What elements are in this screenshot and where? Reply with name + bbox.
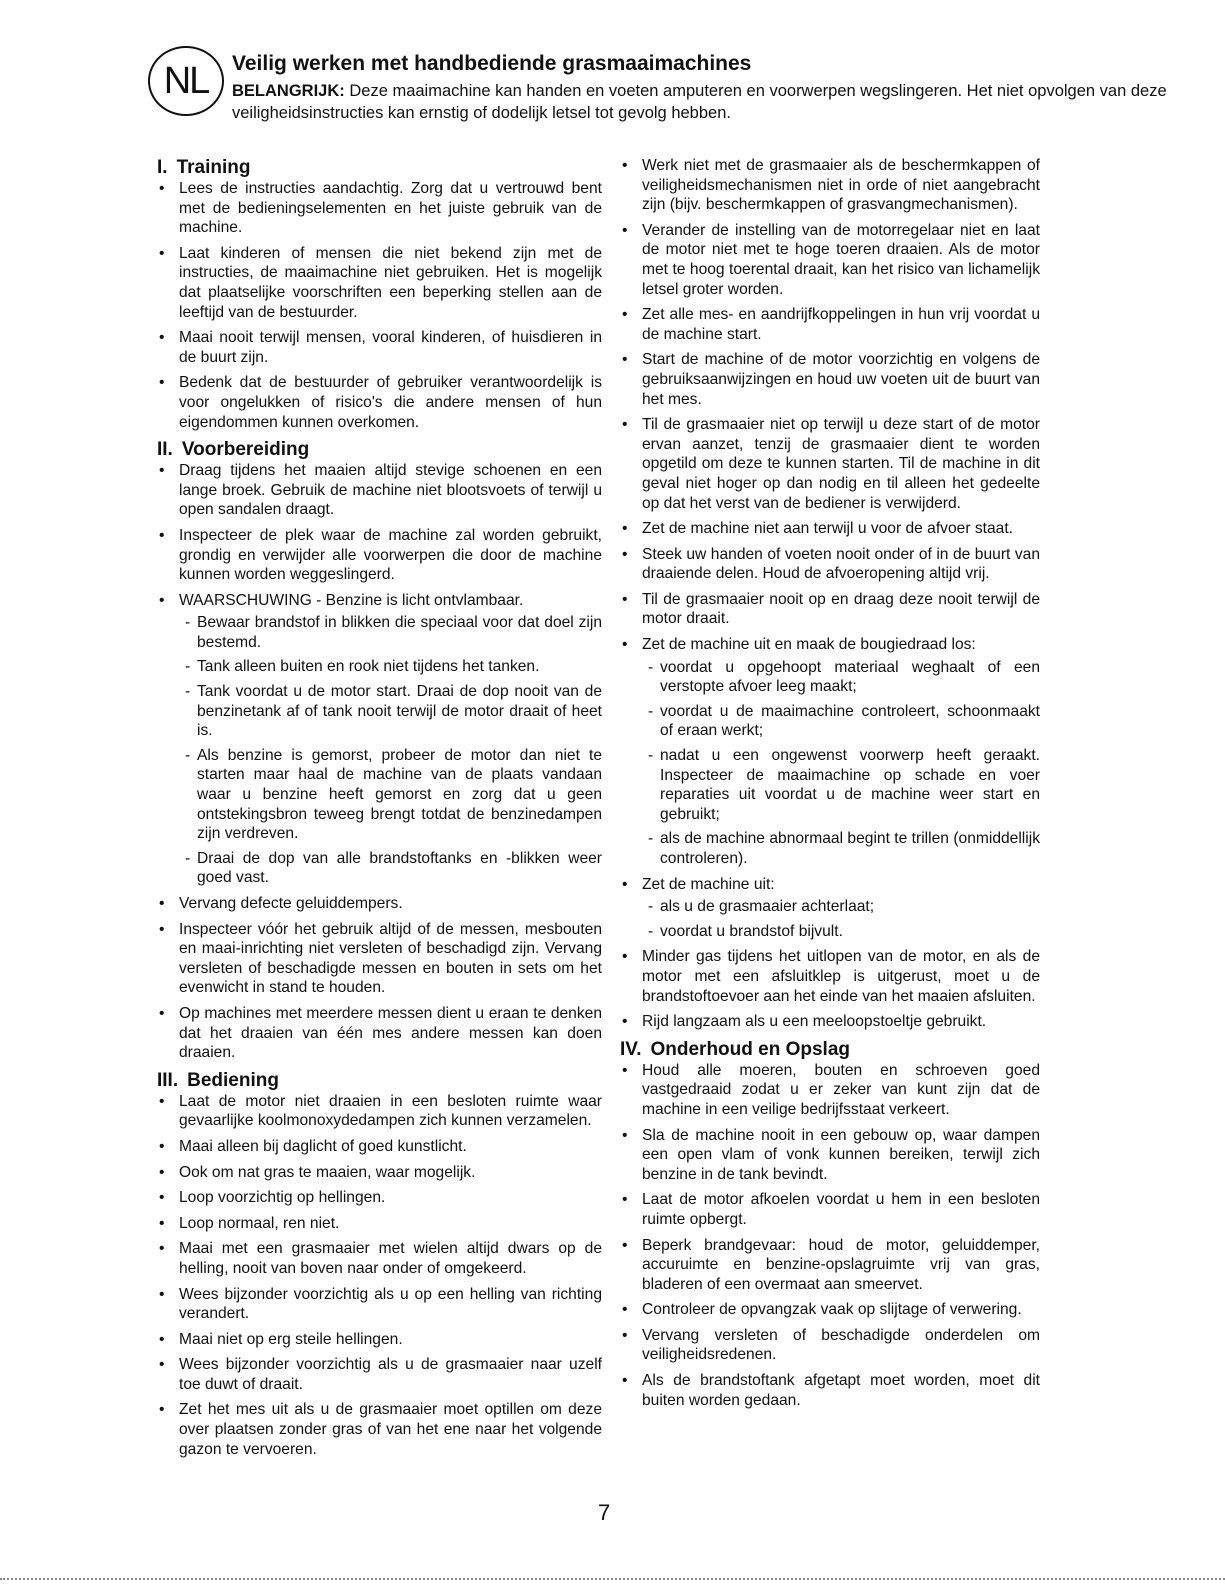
list-item: • Inspecteer vóór het gebruik altijd of de messen, mesbouten en maai-inrichting niet versleten of beschadigd zijn. Vervang versleten of beschadigde messen en bouten in sets om het evenwicht in stand te houden. [157,920,602,998]
safety-warning [232,81,1202,124]
warning-label: BELANGRIJK: [232,82,345,100]
off-sublist [642,897,1040,941]
list-item: • Inspecteer de plek waar de machine zal worden gebruikt, grondig en verwijder alle voorwerpen die door de machine kunnen worden weggeslingerd. [157,526,602,585]
language-badge: NL [148,46,224,116]
list-item: • WAARSCHUWING - Benzine is licht ontvlambaar. - Bewaar brandstof in blikken die speciaal voor dat doel zijn bestemd. - Tank alleen buiten en rook niet tijdens het tanken. - Tank voordat u de motor start. Draai de dop nooit van de benzinetank af of tank nooit terwijl de motor draait of heet is. - Als benzine is gemorst, probeer de motor dan niet te starten maar haal de machine van de plaats vandaan waar u benzine heeft gemorst en zorg dat u geen ontstekingsbron teweeg brengt totdat de benzinedampen zijn verdreven. - Draai de dop van alle brandstoftanks en -blikken weer goed vast. [157,591,602,888]
page-number: 7 [598,1500,611,1525]
sub-item: - als u de grasmaaier achterlaat; [642,897,1040,917]
list-item: • Zet de machine niet aan terwijl u voor de afvoer staat. [620,519,1040,539]
list-item: • Wees bijzonder voorzichtig als u de grasmaaier naar uzelf toe duwt of draait. [157,1355,602,1394]
list-item: • Zet alle mes- en aandrijfkoppelingen in hun vrij voordat u de machine start. [620,305,1040,344]
page-divider [0,1578,1225,1580]
list-item: • Til de grasmaaier nooit op en draag deze nooit terwijl de motor draait. [620,590,1040,629]
list-item: • Til de grasmaaier niet op terwijl u deze start of de motor ervan aanzet, tenzij de grasmaaier dient te worden opgetild om deze te kunnen starten. Til de machine in dit geval niet hoger op dan nodig en til alleen het gedeelte op dat het verst van de bediener is verwijderd. [620,415,1040,513]
list-item: • Als de brandstoftank afgetapt moet worden, moet dit buiten worden gedaan. [620,1371,1040,1410]
list-item: • Maai nooit terwijl mensen, vooral kinderen, of huisdieren in de buurt zijn. [157,328,602,367]
sub-item: - voordat u de maaimachine controleert, schoonmaakt of eraan werkt; [642,702,1040,741]
section-heading: II. Voorbereiding [157,439,310,461]
list-item: • Loop normaal, ren niet. [157,1214,602,1234]
maintenance-list [620,1061,1040,1411]
section-heading: I. Training [157,157,251,178]
sub-item: - voordat u opgehoopt materiaal weghaalt of een verstopte afvoer leeg maakt; [642,658,1040,697]
training-list [157,179,602,432]
list-item: • Verander de instelling van de motorregelaar niet en laat de motor niet met te hoge toeren draaien. Als de motor met te hoog toerental draait, kan het risico van lichamelijk letsel groter worden. [620,221,1040,299]
list-item: • Laat de motor afkoelen voordat u hem in een besloten ruimte opbergt. [620,1190,1040,1229]
list-item: • Wees bijzonder voorzichtig als u op een helling van richting verandert. [157,1285,602,1324]
list-item: • Maai met een grasmaaier met wielen altijd dwars op de helling, nooit van boven naar onder of omgekeerd. [157,1239,602,1278]
list-item: • Vervang versleten of beschadigde onderdelen om veiligheidsredenen. [620,1326,1040,1365]
sub-item: - nadat u een ongewenst voorwerp heeft geraakt. Inspecteer de maaimachine op schade en voer reparaties uit voordat u de machine weer start en gebruikt; [642,746,1040,824]
list-item: • Vervang defecte geluiddempers. [157,894,602,914]
operation-list-continued [620,156,1040,1032]
list-item: • Laat de motor niet draaien in een besloten ruimte waar gevaarlijke koolmonoxydedampen zich kunnen verzamelen. [157,1092,602,1131]
list-item: • Draag tijdens het maaien altijd stevige schoenen en een lange broek. Gebruik de machine niet blootsvoets of terwijl u open sandalen draagt. [157,461,602,520]
list-item: • Op machines met meerdere messen dient u eraan te denken dat het draaien van één mes andere messen kan doen draaien. [157,1004,602,1063]
list-item: • Sla de machine nooit in een gebouw op, waar dampen een open vlam of vonk kunnen bereiken, terwijl zich benzine in de tank bevindt. [620,1126,1040,1185]
list-item: • Beperk brandgevaar: houd de motor, geluiddemper, accuruimte en benzine-opslagruimte vrij van gras, bladeren of een overmaat aan smeervet. [620,1236,1040,1295]
list-item: • Minder gas tijdens het uitlopen van de motor, en als de motor met een afsluitklep is uitgerust, moet u de brandstoftoevoer aan het einde van het maaien afsluiten. [620,947,1040,1006]
sub-item: - Tank alleen buiten en rook niet tijdens het tanken. [179,657,602,677]
sub-item: - Draai de dop van alle brandstoftanks en -blikken weer goed vast. [179,849,602,888]
list-item: • Lees de instructies aandachtig. Zorg dat u vertrouwd bent met de bedieningselementen en het juiste gebruik van de machine. [157,179,602,238]
list-item: • Werk niet met de grasmaaier als de beschermkappen of veiligheidsmechanismen niet in orde of niet aangebracht zijn (bijv. beschermkappen of grasvangmechanismen). [620,156,1040,215]
section-heading: III. Bediening [157,1069,279,1091]
right-column [620,156,1040,1416]
list-item: • Zet de machine uit en maak de bougiedraad los: - voordat u opgehoopt materiaal weghaalt of een verstopte afvoer leeg maakt; - voordat u de maaimachine controleert, schoonmaakt of eraan werkt; - nadat u een ongewenst voorwerp heeft geraakt. Inspecteer de maaimachine op schade en voer reparaties uit voordat u de machine weer start en gebruikt; - als de machine abnormaal begint te trillen (onmiddellijk controleren). [620,635,1040,869]
list-item: • Bedenk dat de bestuurder of gebruiker verantwoordelijk is voor ongelukken of risico's die andere mensen of hun eigendommen kunnen overkomen. [157,373,602,432]
list-item: • Maai niet op erg steile hellingen. [157,1330,602,1350]
page-header [148,34,1208,124]
list-item: • Loop voorzichtig op hellingen. [157,1188,602,1208]
list-item: • Maai alleen bij daglicht of goed kunstlicht. [157,1137,602,1157]
list-item: • Zet het mes uit als u de grasmaaier moet optillen om deze over plaatsen zonder gras of van het ene naar het volgende gazon te vervoeren. [157,1400,602,1459]
list-item: • Ook om nat gras te maaien, waar mogelijk. [157,1163,602,1183]
sub-item: - Bewaar brandstof in blikken die speciaal voor dat doel zijn bestemd. [179,613,602,652]
list-item: • Laat kinderen of mensen die niet bekend zijn met de instructies, de maaimachine niet gebruiken. Het is mogelijk dat plaatselijke voorschriften een beperking stellen aan de leeftijd van de bestuurder. [157,244,602,322]
preparation-list [157,461,602,1063]
section-heading: IV. Onderhoud en Opslag [620,1038,851,1060]
stop-sublist [642,658,1040,869]
sub-item: - Als benzine is gemorst, probeer de motor dan niet te starten maar haal de machine van de plaats vandaan waar u benzine heeft gemorst en zorg dat u geen ontstekingsbron teweeg brengt totdat de benzinedampen zijn verdreven. [179,746,602,844]
operation-list [157,1092,602,1460]
left-column [157,156,602,1465]
list-item: • Rijd langzaam als u een meeloopstoeltje gebruikt. [620,1012,1040,1032]
list-item: • Zet de machine uit: - als u de grasmaaier achterlaat; - voordat u brandstof bijvult. [620,875,1040,942]
page-title: Veilig werken met handbediende grasmaaimachines [232,52,752,75]
sub-item: - als de machine abnormaal begint te trillen (onmiddellijk controleren). [642,829,1040,868]
warning-text: Deze maaimachine kan handen en voeten amputeren en voorwerpen wegslingeren. Het niet opvolgen van deze veiligheidsinstructies kan ernstig of dodelijk letsel tot gevolg hebben. [232,82,1167,122]
sub-item: - voordat u brandstof bijvult. [642,922,1040,942]
list-item: • Houd alle moeren, bouten en schroeven goed vastgedraaid zodat u er zeker van kunt zijn dat de machine in een veilige bedrijfsstaat verkeert. [620,1061,1040,1120]
fuel-sublist [179,613,602,888]
list-item: • Controleer de opvangzak vaak op slijtage of verwering. [620,1300,1040,1320]
sub-item: - Tank voordat u de motor start. Draai de dop nooit van de benzinetank af of tank nooit terwijl de motor draait of heet is. [179,682,602,741]
list-item: • Steek uw handen of voeten nooit onder of in de buurt van draaiende delen. Houd de afvoeropening altijd vrij. [620,545,1040,584]
list-item: • Start de machine of de motor voorzichtig en volgens de gebruiksaanwijzingen en houd uw voeten uit de buurt van het mes. [620,350,1040,409]
